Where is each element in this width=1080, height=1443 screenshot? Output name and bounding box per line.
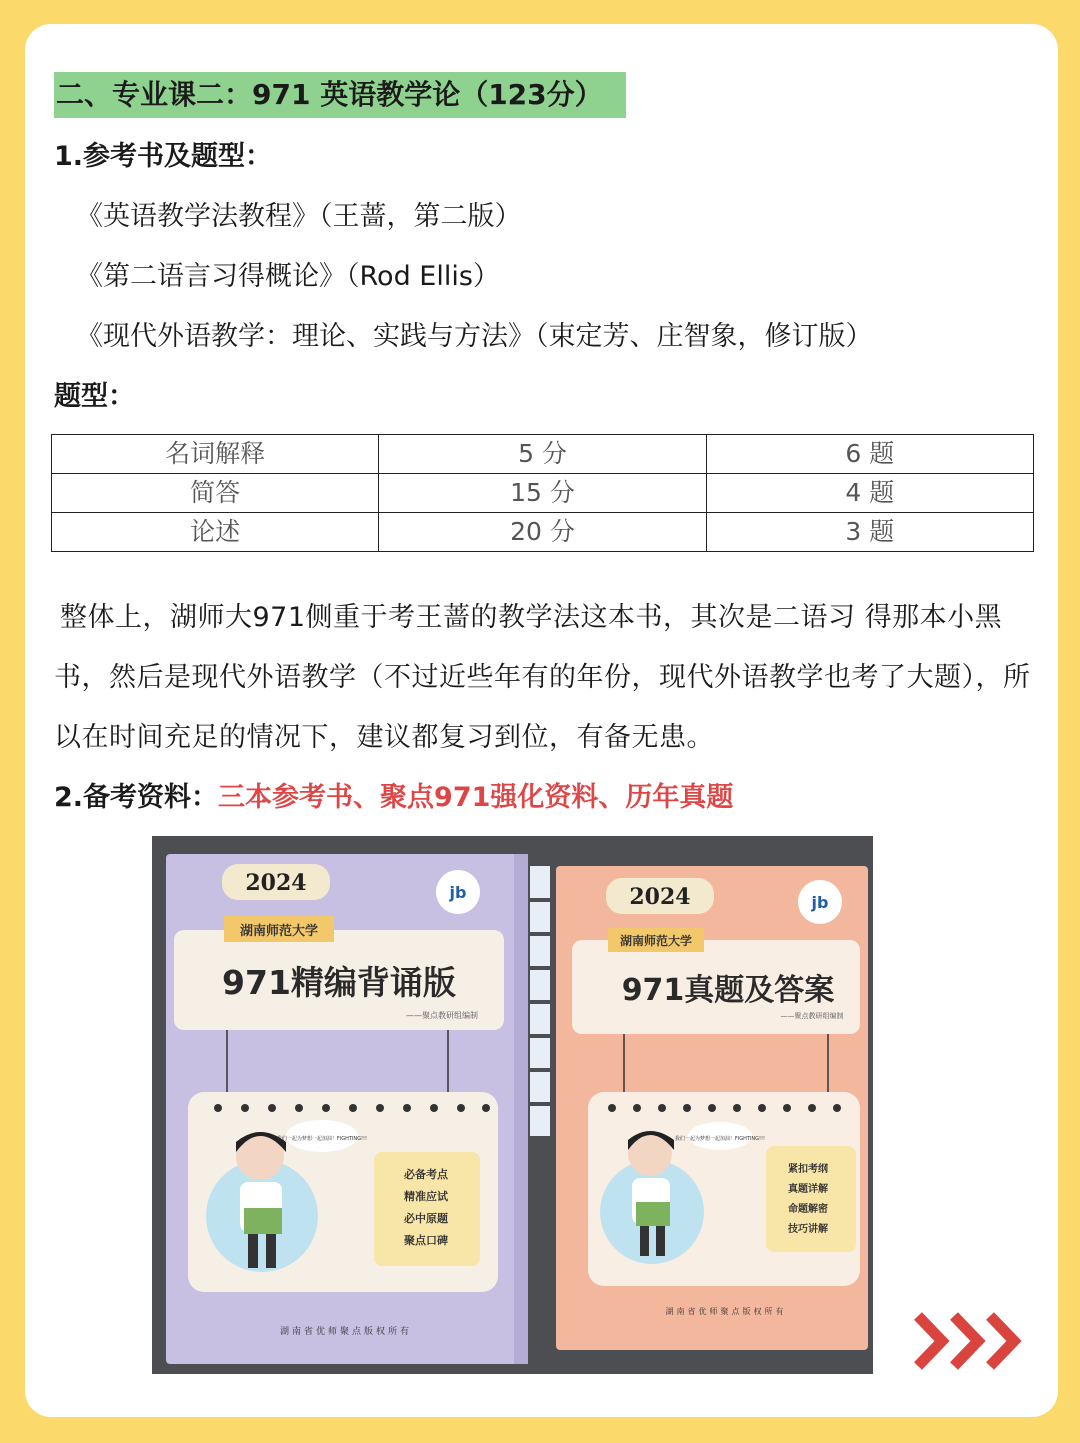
left-book-byline: ——聚点教研组编制 bbox=[406, 1011, 478, 1020]
table-cell-score: 5 分 bbox=[379, 435, 706, 474]
right-book-feature: 技巧讲解 bbox=[788, 1224, 828, 1235]
next-arrows-icon[interactable] bbox=[912, 1308, 1032, 1374]
right-book-title: 971真题及答案 bbox=[621, 973, 835, 1008]
table-cell-type: 简答 bbox=[52, 474, 379, 513]
left-book-feature: 必备考点 bbox=[404, 1168, 448, 1181]
right-book-year: 2024 bbox=[629, 884, 691, 910]
book-item-2: 《第二语言习得概论》（Rod Ellis） bbox=[76, 261, 500, 292]
prep-label: 2.备考资料： bbox=[54, 782, 219, 813]
logo-icon: jb bbox=[811, 893, 829, 912]
right-book-cover bbox=[556, 866, 868, 1350]
left-book-title: 971精编背诵版 bbox=[222, 963, 456, 1002]
table-row bbox=[52, 513, 1034, 552]
prep-materials-line bbox=[54, 775, 733, 814]
left-book-school: 湖南师范大学 bbox=[239, 924, 319, 939]
table-cell-type: 论述 bbox=[52, 513, 379, 552]
table-cell-type: 名词解释 bbox=[52, 435, 379, 474]
table-cell-score: 15 分 bbox=[379, 474, 706, 513]
subsection-heading-books: 1.参考书及题型： bbox=[54, 141, 273, 172]
section-title: 二、专业课二：971 英语教学论（123分） bbox=[54, 72, 626, 118]
book-item-1: 《英语教学法教程》（王蔷，第二版） bbox=[76, 201, 522, 232]
table-row bbox=[52, 435, 1034, 474]
summary-paragraph bbox=[54, 588, 1034, 768]
right-book-speech: 我们一起为梦想一起加油！FIGHTING!!! bbox=[674, 1136, 766, 1142]
table-cell-score: 20 分 bbox=[379, 513, 706, 552]
books-photo bbox=[152, 836, 873, 1374]
right-book-school: 湖南师范大学 bbox=[619, 934, 693, 948]
question-types-table bbox=[51, 434, 1034, 552]
right-book-byline: ——聚点教研组编制 bbox=[780, 1012, 844, 1020]
table-cell-count: 3 题 bbox=[706, 513, 1033, 552]
left-book-feature: 精准应试 bbox=[404, 1190, 448, 1203]
prep-highlight: 三本参考书、聚点971强化资料、历年真题 bbox=[218, 782, 734, 813]
right-book-footer: 湖南省优师聚点版权所有 bbox=[665, 1307, 787, 1316]
right-book-feature: 紧扣考纲 bbox=[788, 1164, 828, 1175]
left-book-feature: 必中原题 bbox=[404, 1212, 448, 1225]
left-book-footer: 湖南省优师聚点版权所有 bbox=[279, 1327, 413, 1337]
left-book-feature: 聚点口碑 bbox=[404, 1234, 448, 1247]
summary-text: 整体上，湖师大971侧重于考王蔷的教学法这本书，其次是二语习 得那本小黑书，然后是现代外语教学（不过近些年有的年份，现代外语教学也考了大题），所以在时间充足的情况下，建议都复习到位，有备无患。 bbox=[54, 602, 1031, 753]
left-book-year: 2024 bbox=[245, 870, 307, 896]
right-book-feature: 真题详解 bbox=[788, 1184, 828, 1195]
left-book-cover bbox=[166, 854, 550, 1364]
left-book-speech: 我们一起为梦想一起加油！FIGHTING!!! bbox=[276, 1136, 368, 1142]
table-cell-count: 6 题 bbox=[706, 435, 1033, 474]
table-row bbox=[52, 474, 1034, 513]
logo-icon: jb bbox=[449, 883, 467, 902]
right-book-feature: 命题解密 bbox=[788, 1204, 828, 1215]
question-types-heading: 题型： bbox=[54, 381, 135, 412]
table-cell-count: 4 题 bbox=[706, 474, 1033, 513]
book-item-3: 《现代外语教学：理论、实践与方法》（束定芳、庄智象，修订版） bbox=[76, 321, 873, 352]
